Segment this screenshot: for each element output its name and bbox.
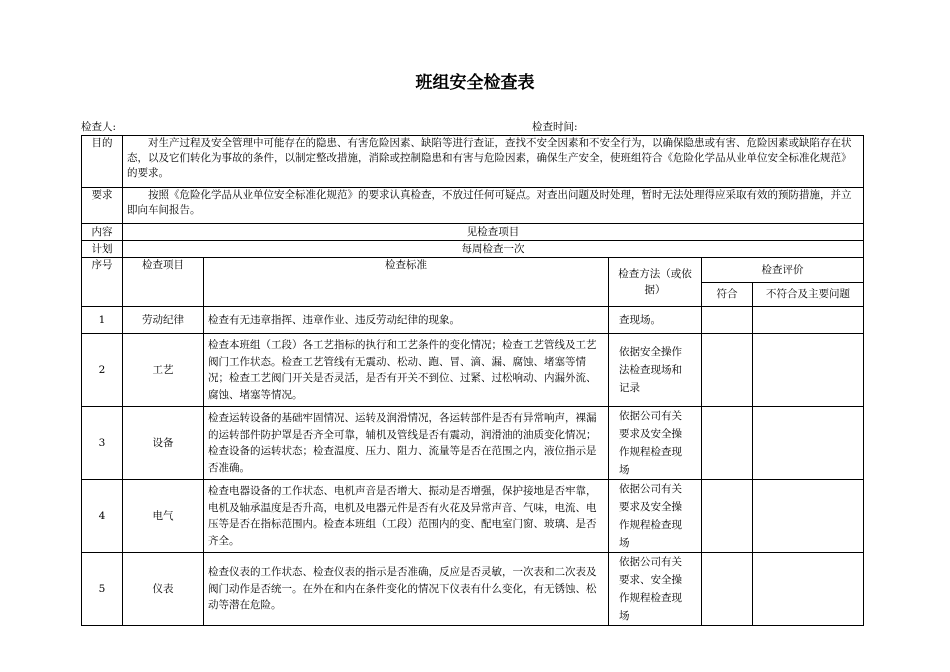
row-conform-cell [702,553,753,626]
row-no: 3 [82,407,123,480]
plan-label: 计划 [82,241,123,258]
table-row [82,334,864,407]
row-standard: 检查运转设备的基础牢固情况、运转及润滑情况，各运转部件是否有异常响声，裸漏的运转部件防护罩是否齐全可靠，辅机及管线是否有震动，润滑油的油质变化情况；检查设备的运转状态；检查温度、压力、阻力、流量等是否在范围之内，液位指示是否准确。 [204,407,609,480]
content-row [82,224,864,241]
header-standard: 检查标准 [204,258,609,307]
table-row [82,407,864,480]
row-no: 1 [82,307,123,334]
requirement-label: 要求 [82,188,123,224]
inspector-label: 检查人: [81,121,117,133]
row-standard: 检查有无违章指挥、违章作业、违反劳动纪律的现象。 [204,307,609,334]
row-conform-cell [702,480,753,553]
row-method: 依据公司有关要求及安全操作规程检查现场 [609,480,702,553]
content-label: 内容 [82,224,123,241]
plan-text: 每周检查一次 [123,241,864,258]
row-standard: 检查仪表的工作状态、检查仪表的指示是否准确，反应是否灵敏，一次表和二次表及阀门动作是否统一。在外在和内在条件变化的情况下仪表有什么变化，有无锈蚀、松动等潜在危险。 [204,553,609,626]
table-row [82,307,864,334]
table-row [82,553,864,626]
row-method: 查现场。 [609,307,702,334]
purpose-text: 对生产过程及安全管理中可能存在的隐患、有害危险因素、缺陷等进行查证，查找不安全因素和不安全行为，以确保隐患或有害、危险因素或缺陷存在状态，以及它们转化为事故的条件，以制定整改措施，消除或控制隐患和有害与危险因素，确保生产安全，使班组符合《危险化学品从业单位安全标准化规范》的要求。 [123,136,864,188]
header-evaluation: 检查评价 [702,258,864,283]
row-method: 依据公司有关要求、安全操作规程检查现场 [609,553,702,626]
content-text: 见检查项目 [123,224,864,241]
row-item: 工艺 [123,334,204,407]
row-method: 依据安全操作法检查现场和记录 [609,334,702,407]
row-nonconform-cell [753,480,864,553]
requirement-text: 按照《危险化学品从业单位安全标准化规范》的要求认真检查，不放过任何可疑点。对查出问题及时处理，暂时无法处理得应采取有效的预防措施，并立即向车间报告。 [123,188,864,224]
row-standard: 检查电器设备的工作状态、电机声音是否增大、振动是否增强，保护接地是否牢靠，电机及轴承温度是否升高，电机及电器元件是否有火花及异常声音、气味，电流、电压等是否在指标范围内。检查本班组（工段）范围内的变、配电室门窗、玻璃、是否齐全。 [204,480,609,553]
row-standard: 检查本班组（工段）各工艺指标的执行和工艺条件的变化情况；检查工艺管线及工艺阀门工作状态。检查工艺管线有无震动、松动、跑、冒、滴、漏、腐蚀、堵塞等情况；检查工艺阀门开关是否灵活，是否有开关不到位、过紧、过松响动、内漏外流、腐蚀、堵塞等情况。 [204,334,609,407]
header-no: 序号 [82,258,123,307]
purpose-label: 目的 [82,136,123,188]
row-nonconform-cell [753,553,864,626]
row-nonconform-cell [753,307,864,334]
header-method: 检查方法（或依据） [609,258,702,307]
row-method: 依据公司有关要求及安全操作规程检查现场 [609,407,702,480]
requirement-row [82,188,864,224]
row-conform-cell [702,334,753,407]
plan-row [82,241,864,258]
header-row [82,258,864,283]
row-no: 4 [82,480,123,553]
header-conform: 符合 [702,283,753,307]
row-item: 仪表 [123,553,204,626]
table-row [82,480,864,553]
row-nonconform-cell [753,407,864,480]
inspection-table [81,135,864,626]
row-conform-cell [702,307,753,334]
row-item: 设备 [123,407,204,480]
row-nonconform-cell [753,334,864,407]
page-title: 班组安全检查表 [415,73,535,93]
row-no: 5 [82,553,123,626]
row-item: 电气 [123,480,204,553]
purpose-row [82,136,864,188]
header-nonconform: 不符合及主要问题 [753,283,864,307]
row-conform-cell [702,407,753,480]
inspection-time-label: 检查时间: [532,121,578,133]
row-item: 劳动纪律 [123,307,204,334]
row-no: 2 [82,334,123,407]
header-item: 检查项目 [123,258,204,307]
